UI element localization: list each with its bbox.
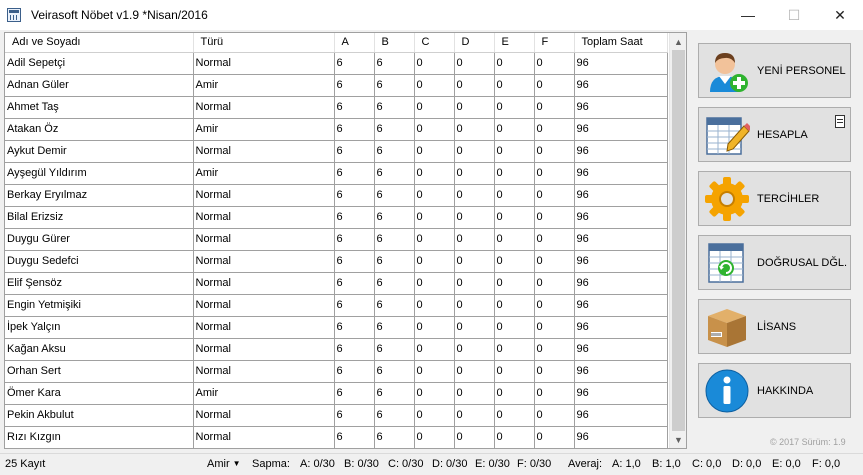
table-cell[interactable]: 0 [534,140,574,162]
table-cell[interactable]: 6 [374,338,414,360]
chevron-down-icon: ▼ [232,459,241,468]
table-cell[interactable]: 96 [574,52,667,74]
column-header-7[interactable]: F [534,33,574,52]
table-row[interactable] [5,404,667,426]
table-cell[interactable]: 0 [454,184,494,206]
table-cell[interactable]: 6 [334,52,374,74]
table-cell[interactable]: 0 [414,404,454,426]
add-user-icon [704,48,750,94]
table-cell[interactable]: 0 [454,382,494,404]
table-cell[interactable]: 0 [454,404,494,426]
about-button[interactable] [698,363,851,418]
table-row[interactable] [5,250,667,272]
table-cell[interactable]: Normal [193,404,334,426]
table-cell[interactable]: 6 [334,382,374,404]
minimize-button[interactable]: — [741,7,755,23]
table-cell[interactable]: 0 [534,206,574,228]
table-cell[interactable]: 0 [454,426,494,448]
version-text: © 2017 Sürüm: 1.9 [770,437,846,447]
status-bar [0,453,863,475]
table-cell[interactable]: 96 [574,294,667,316]
vertical-scrollbar[interactable] [669,33,686,448]
table-cell[interactable]: Normal [193,338,334,360]
table-cell[interactable]: 0 [454,338,494,360]
table-cell[interactable]: Normal [193,206,334,228]
table-cell[interactable]: Normal [193,140,334,162]
table-cell[interactable]: 6 [374,382,414,404]
table-row[interactable] [5,272,667,294]
table-cell[interactable]: 6 [334,140,374,162]
license-button[interactable] [698,299,851,354]
average-d: D: 0,0 [732,458,762,470]
column-header-5[interactable]: D [454,33,494,52]
table-cell[interactable]: 96 [574,338,667,360]
column-header-1[interactable]: Türü [193,33,334,52]
table-cell[interactable]: 96 [574,118,667,140]
table-cell[interactable]: 0 [534,382,574,404]
table-cell[interactable]: 0 [454,272,494,294]
table-cell[interactable]: 0 [534,272,574,294]
table-cell[interactable]: 0 [494,382,534,404]
table-cell[interactable]: 0 [494,272,534,294]
table-cell[interactable]: 96 [574,96,667,118]
table-cell[interactable]: 0 [454,140,494,162]
table-cell[interactable]: 0 [414,96,454,118]
table-cell[interactable]: 0 [414,162,454,184]
table-cell[interactable]: 0 [494,228,534,250]
table-cell[interactable]: 6 [334,360,374,382]
column-header-3[interactable]: B [374,33,414,52]
table-cell[interactable]: 0 [534,228,574,250]
table-cell[interactable]: Aykut Demir [5,140,193,162]
table-cell[interactable]: Normal [193,360,334,382]
table-cell[interactable]: 6 [374,316,414,338]
preferences-button[interactable] [698,171,851,226]
table-cell[interactable]: 0 [454,52,494,74]
deviation-label: Sapma: [252,458,290,470]
window-controls [725,0,863,30]
table-cell[interactable]: Normal [193,250,334,272]
table-cell[interactable]: 96 [574,206,667,228]
box-icon [704,304,750,350]
table-cell[interactable]: 6 [374,74,414,96]
column-header-4[interactable]: C [414,33,454,52]
calculate-label: HESAPLA [757,128,808,141]
column-header-6[interactable]: E [494,33,534,52]
average-b: B: 1,0 [652,458,681,470]
deviation-a: A: 0/30 [300,458,335,470]
table-refresh-icon [704,240,750,286]
column-header-0[interactable]: Adı ve Soyadı [5,33,193,52]
table-row[interactable] [5,382,667,404]
table-cell[interactable]: 6 [374,404,414,426]
table-cell[interactable]: 0 [414,426,454,448]
table-cell[interactable]: Amir [193,74,334,96]
average-e: E: 0,0 [772,458,801,470]
table-cell[interactable]: 0 [494,140,534,162]
table-cell[interactable]: 0 [534,404,574,426]
table-row[interactable] [5,206,667,228]
table-cell[interactable]: Amir [193,118,334,140]
table-cell[interactable]: 0 [494,184,534,206]
table-cell[interactable]: İpek Yalçın [5,316,193,338]
table-cell[interactable]: 0 [534,74,574,96]
table-cell[interactable]: Elif Şensöz [5,272,193,294]
table-body [5,52,667,448]
table-cell[interactable]: 6 [334,272,374,294]
table-cell[interactable]: 96 [574,404,667,426]
table-cell[interactable]: 0 [414,250,454,272]
column-header-8[interactable]: Toplam Saat [574,33,667,52]
deviation-d: D: 0/30 [432,458,468,470]
table-cell[interactable]: 6 [374,228,414,250]
table-cell[interactable]: 6 [334,338,374,360]
table-cell[interactable]: Duygu Gürer [5,228,193,250]
table-cell[interactable]: 6 [334,206,374,228]
table-cell[interactable]: 0 [454,74,494,96]
table-cell[interactable]: Normal [193,426,334,448]
table-cell[interactable]: 6 [374,360,414,382]
table-cell[interactable]: 0 [454,228,494,250]
table-row[interactable] [5,96,667,118]
table-cell[interactable]: 0 [454,294,494,316]
table-cell[interactable]: Normal [193,316,334,338]
table-cell[interactable]: Adil Sepetçi [5,52,193,74]
table-cell[interactable]: 6 [374,52,414,74]
table-cell[interactable]: Engin Yetmişiki [5,294,193,316]
table-cell[interactable]: Amir [193,382,334,404]
table-cell[interactable]: 0 [414,74,454,96]
license-label: LİSANS [757,320,797,333]
table-cell[interactable]: 6 [334,228,374,250]
table-cell[interactable]: Orhan Sert [5,360,193,382]
table-cell[interactable]: Ahmet Taş [5,96,193,118]
table-row[interactable] [5,294,667,316]
table-cell[interactable]: 0 [534,96,574,118]
close-button[interactable]: ✕ [834,6,846,23]
table-cell[interactable]: Ayşegül Yıldırım [5,162,193,184]
table-cell[interactable]: 0 [494,96,534,118]
table-cell[interactable]: Amir [193,162,334,184]
table-cell[interactable]: 6 [374,272,414,294]
table-cell[interactable]: 0 [534,162,574,184]
table-cell[interactable]: 0 [534,360,574,382]
personnel-table [5,33,668,449]
table-cell[interactable]: Normal [193,52,334,74]
average-c: C: 0,0 [692,458,722,470]
table-cell[interactable]: 6 [334,250,374,272]
average-a: A: 1,0 [612,458,641,470]
table-row[interactable] [5,184,667,206]
table-cell[interactable]: 0 [414,206,454,228]
table-row[interactable] [5,360,667,382]
table-cell[interactable]: 0 [414,52,454,74]
window-title: Veirasoft Nöbet v1.9 *Nisan/2016 [31,8,208,22]
table-cell[interactable]: Normal [193,294,334,316]
table-cell[interactable]: 0 [494,118,534,140]
deviation-f: F: 0/30 [517,458,552,470]
calculate-button[interactable] [698,107,851,162]
table-cell[interactable]: 0 [454,96,494,118]
table-cell[interactable]: 0 [494,250,534,272]
type-filter-dropdown[interactable] [207,458,241,470]
table-row[interactable] [5,118,667,140]
table-cell[interactable]: 6 [374,162,414,184]
table-cell[interactable]: 6 [334,404,374,426]
table-cell[interactable]: 6 [334,184,374,206]
table-cell[interactable]: 0 [454,118,494,140]
table-cell[interactable]: 6 [374,294,414,316]
deviation-e: E: 0/30 [475,458,510,470]
table-cell[interactable]: 96 [574,250,667,272]
deviation-b: B: 0/30 [344,458,379,470]
preferences-label: TERCİHLER [757,192,820,205]
table-cell[interactable]: 0 [494,426,534,448]
table-cell[interactable]: Normal [193,272,334,294]
record-count: 25 Kayıt [5,458,46,470]
table-cell[interactable]: 0 [494,52,534,74]
table-cell[interactable]: Rızı Kızgın [5,426,193,448]
table-cell[interactable]: 0 [494,360,534,382]
table-cell[interactable]: 0 [494,74,534,96]
table-cell[interactable]: 96 [574,382,667,404]
table-cell[interactable]: 0 [414,228,454,250]
table-cell[interactable]: 0 [494,162,534,184]
table-row[interactable] [5,52,667,74]
table-cell[interactable]: Bilal Erizsiz [5,206,193,228]
scroll-thumb[interactable] [672,50,685,431]
table-cell[interactable]: 0 [414,360,454,382]
table-cell[interactable]: 6 [374,184,414,206]
scroll-down-icon[interactable]: ▼ [674,434,683,445]
linear-label: DOĞRUSAL DĞL. [757,256,848,269]
table-cell[interactable]: 0 [494,316,534,338]
table-cell[interactable]: Duygu Sedefci [5,250,193,272]
table-cell[interactable]: 6 [374,426,414,448]
document-icon[interactable] [835,115,845,128]
table-cell[interactable]: 6 [374,206,414,228]
table-cell[interactable]: 96 [574,74,667,96]
gear-icon [704,176,750,222]
table-cell[interactable]: 6 [334,316,374,338]
table-cell[interactable]: 96 [574,426,667,448]
deviation-c: C: 0/30 [388,458,424,470]
table-cell[interactable]: 6 [374,96,414,118]
table-row[interactable] [5,162,667,184]
maximize-button[interactable]: ☐ [787,6,801,23]
table-cell[interactable]: 0 [534,52,574,74]
table-cell[interactable]: 96 [574,228,667,250]
table-row[interactable] [5,74,667,96]
table-cell[interactable]: 6 [334,162,374,184]
table-cell[interactable]: 0 [454,162,494,184]
table-cell[interactable]: Adnan Güler [5,74,193,96]
table-cell[interactable]: Ömer Kara [5,382,193,404]
column-header-2[interactable]: A [334,33,374,52]
average-f: F: 0,0 [812,458,841,470]
table-cell[interactable]: 6 [334,294,374,316]
table-header-row [5,33,667,52]
table-cell[interactable]: Normal [193,184,334,206]
scroll-up-icon[interactable]: ▲ [674,36,683,47]
table-cell[interactable]: 0 [534,184,574,206]
table-cell[interactable]: 0 [414,140,454,162]
table-cell[interactable]: 0 [414,316,454,338]
table-cell[interactable]: Atakan Öz [5,118,193,140]
table-cell[interactable]: Normal [193,228,334,250]
table-cell[interactable]: 0 [414,294,454,316]
table-row[interactable] [5,338,667,360]
table-cell[interactable]: 6 [334,118,374,140]
table-cell[interactable]: 0 [414,382,454,404]
table-cell[interactable]: 0 [454,316,494,338]
table-cell[interactable]: 0 [494,294,534,316]
app-calendar-icon [7,8,21,22]
table-cell[interactable]: 0 [534,426,574,448]
table-cell[interactable]: 0 [414,272,454,294]
table-cell[interactable]: 0 [534,118,574,140]
table-cell[interactable]: 0 [494,206,534,228]
new-personnel-label: YENİ PERSONEL [757,64,846,77]
info-icon [704,368,750,414]
about-label: HAKKINDA [757,384,814,397]
table-row[interactable] [5,140,667,162]
table-cell[interactable]: 0 [454,206,494,228]
table-cell[interactable]: 96 [574,140,667,162]
average-label: Averaj: [568,458,603,470]
title-bar [0,0,863,30]
table-cell[interactable]: 6 [374,250,414,272]
table-cell[interactable]: 0 [414,118,454,140]
table-cell[interactable]: 96 [574,184,667,206]
table-row[interactable] [5,316,667,338]
table-row[interactable] [5,426,667,448]
personnel-grid[interactable] [4,32,687,449]
type-filter-value: Amir [207,458,230,470]
linear-button[interactable] [698,235,851,290]
table-cell[interactable]: 0 [534,250,574,272]
table-cell[interactable]: 0 [494,404,534,426]
table-cell[interactable]: 6 [334,96,374,118]
table-cell[interactable]: 6 [374,140,414,162]
table-cell[interactable]: 0 [414,184,454,206]
table-cell[interactable]: 0 [534,316,574,338]
table-cell[interactable]: Pekin Akbulut [5,404,193,426]
new-personnel-button[interactable] [698,43,851,98]
table-cell[interactable]: Normal [193,96,334,118]
table-cell[interactable]: 0 [534,338,574,360]
table-cell[interactable]: 96 [574,162,667,184]
table-cell[interactable]: 0 [494,338,534,360]
table-cell[interactable]: 0 [454,250,494,272]
table-cell[interactable]: 96 [574,360,667,382]
table-cell[interactable]: 6 [334,426,374,448]
table-cell[interactable]: 0 [414,338,454,360]
table-cell[interactable]: 96 [574,316,667,338]
table-cell[interactable]: 0 [454,360,494,382]
table-cell[interactable]: 6 [334,74,374,96]
spreadsheet-edit-icon [704,112,750,158]
table-cell[interactable]: 6 [374,118,414,140]
table-row[interactable] [5,228,667,250]
table-cell[interactable]: 96 [574,272,667,294]
table-cell[interactable]: Kağan Aksu [5,338,193,360]
table-cell[interactable]: Berkay Eryılmaz [5,184,193,206]
table-cell[interactable]: 0 [534,294,574,316]
